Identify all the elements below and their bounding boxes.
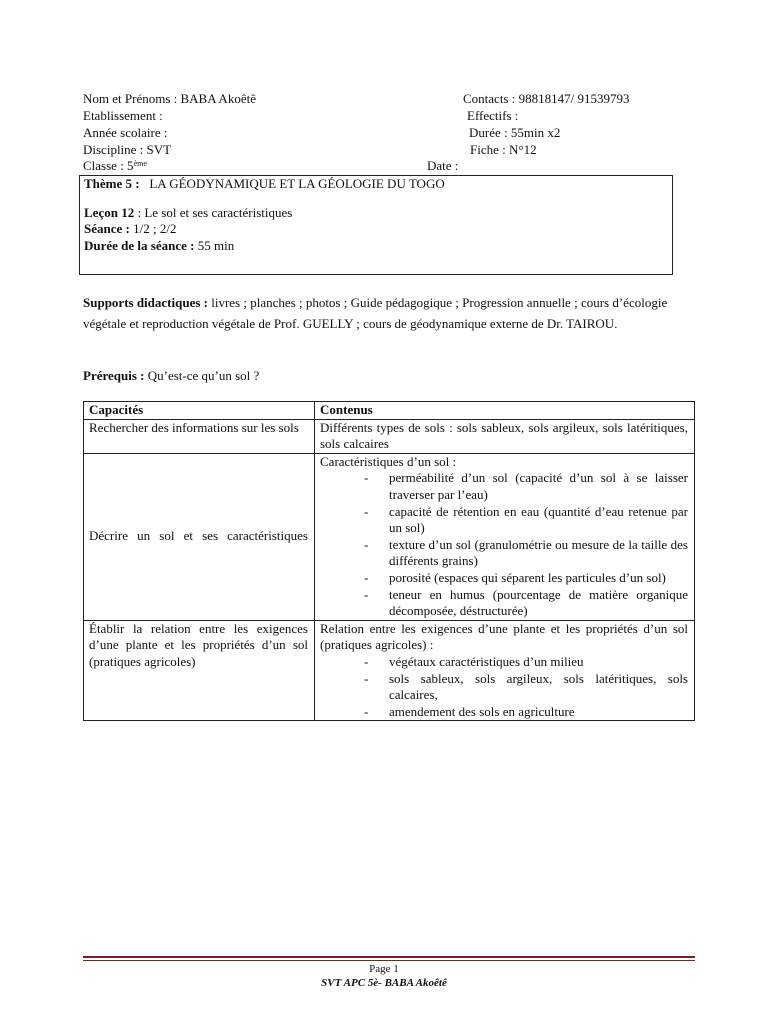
- table-header-row: [84, 402, 695, 420]
- row3-intro: Relation entre les exigences d’une plante et les propriétés d’un sol (pratiques agricoles) :: [320, 620, 688, 653]
- theme-line: [84, 176, 445, 192]
- capacites-contenus-table: [83, 401, 695, 721]
- nom-prenoms: Nom et Prénoms : BABA Akoêtê: [83, 91, 256, 106]
- supports-text: livres ; planches ; photos ; Guide pédagogique ; Progression annuelle ; cours d’écologie végétale et reproduction végétale de Prof. GUELLY ; cours de géodynamique externe de Dr. TAIROU.: [83, 295, 668, 331]
- page-number: Page 1: [369, 963, 399, 975]
- list-item: - végétaux caractéristiques d’un milieu: [364, 653, 584, 669]
- list-item: - perméabilité d’un sol (capacité d’un sol à se laisser traverser par l’eau): [364, 470, 688, 502]
- list-item: - capacité de rétention en eau (quantité d’eau retenue par un sol): [364, 503, 688, 536]
- contacts: Contacts : 98818147/ 91539793: [463, 91, 630, 106]
- row1-contenu: Différents types de sols : sols sableux, sols argileux, sols latéritiques, sols calcaires: [315, 419, 695, 453]
- fiche: Fiche : N°12: [470, 142, 537, 157]
- row3-list: [320, 654, 688, 720]
- list-item: - amendement des sols en agriculture: [364, 703, 575, 719]
- table-row: [84, 620, 695, 721]
- header-contenus: Contenus: [315, 402, 695, 420]
- lecon-label: Leçon 12: [84, 205, 135, 220]
- lecon-line: [84, 205, 292, 221]
- row2-contenu: [315, 453, 695, 620]
- row2-intro: Caractéristiques d’un sol :: [320, 453, 457, 469]
- etablissement: Etablissement :: [83, 108, 163, 123]
- theme-text: LA GÉODYNAMIQUE ET LA GÉOLOGIE DU TOGO: [149, 176, 445, 191]
- prerequis-text: Qu’est-ce qu’un sol ?: [147, 368, 260, 383]
- list-item: - porosité (espaces qui séparent les particules d’un sol): [364, 569, 666, 585]
- row3-contenu: [315, 620, 695, 721]
- duree: Durée : 55min x2: [469, 125, 561, 140]
- table-row: [84, 419, 695, 453]
- row2-capacite: [84, 453, 315, 620]
- prerequis-paragraph: [83, 366, 683, 387]
- row2-list: [320, 470, 688, 619]
- prerequis-label: Prérequis :: [83, 368, 145, 383]
- theme-box: [79, 175, 673, 275]
- row2-capacite-text: Décrire un sol et ses caractéristiques: [89, 528, 308, 544]
- seance-line: [84, 221, 176, 237]
- lecon-text: : Le sol et ses caractéristiques: [137, 205, 293, 220]
- duree-seance-line: [84, 238, 234, 254]
- effectifs: Effectifs :: [467, 108, 519, 123]
- theme-label: Thème 5 :: [84, 176, 140, 191]
- header-capacites: Capacités: [84, 402, 315, 420]
- row1-capacite: Rechercher des informations sur les sols: [84, 419, 315, 453]
- date: Date :: [427, 158, 459, 173]
- footer-divider-thin: [83, 960, 695, 961]
- seance-label: Séance :: [84, 221, 130, 236]
- row3-capacite: Établir la relation entre les exigences d’une plante et les propriétés d’un sol (pratiques agricoles): [84, 620, 315, 721]
- footer-divider: [83, 956, 695, 958]
- classe-text: Classe : 5: [83, 158, 134, 173]
- classe: [83, 158, 147, 174]
- list-item: - sols sableux, sols argileux, sols latéritiques, sols calcaires,: [364, 670, 688, 703]
- list-item: - teneur en humus (pourcentage de matière organique décomposée, déstructurée): [364, 586, 688, 619]
- duree-seance-label: Durée de la séance :: [84, 238, 195, 253]
- annee-scolaire: Année scolaire :: [83, 125, 168, 140]
- list-item: - texture d’un sol (granulométrie ou mesure de la taille des différents grains): [364, 536, 688, 569]
- classe-sup: ème: [133, 159, 147, 168]
- footer-text: SVT APC 5è- BABA Akoêtê: [321, 977, 447, 989]
- duree-seance-text: 55 min: [197, 238, 235, 253]
- supports-paragraph: [83, 293, 683, 334]
- table-row: [84, 453, 695, 620]
- supports-label: Supports didactiques :: [83, 295, 208, 310]
- seance-text: 1/2 ; 2/2: [133, 221, 177, 236]
- discipline: Discipline : SVT: [83, 142, 172, 157]
